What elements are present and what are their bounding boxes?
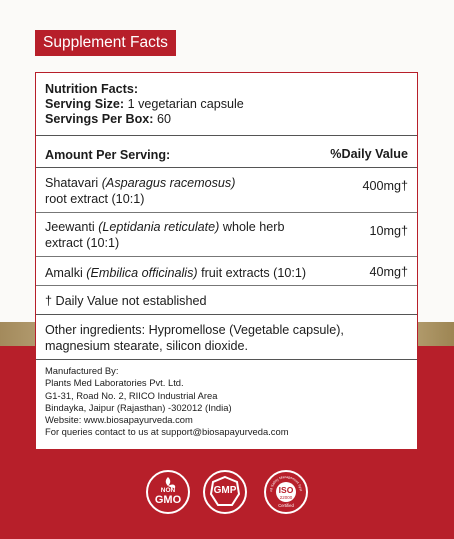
serving-size [45, 96, 408, 112]
non-gmo-top-text: NON [160, 487, 176, 494]
manufacturer-line: Plants Med Laboratories Pvt. Ltd. [45, 377, 184, 389]
ingredient-name: Jeewanti [45, 220, 95, 234]
manufacturer-line: Bindayka, Jaipur (Rajasthan) -302012 (India) [45, 401, 232, 413]
column-header-daily-value: %Daily Value [330, 147, 408, 161]
divider [36, 135, 417, 136]
divider [36, 256, 417, 257]
iso-ring-text: od Safety Management Syst [268, 474, 303, 493]
section-title: Supplement Facts [35, 30, 176, 56]
support-email-line: For queries contact to us at support@biosapayurveda.com [45, 426, 289, 438]
other-ingredients-line: Other ingredients: Hypromellose (Vegetable capsule), [45, 323, 344, 337]
other-ingredients [45, 322, 408, 354]
iso-certified-text: Certified [278, 503, 294, 508]
divider [36, 314, 417, 315]
ingredient-value: 400mg† [362, 179, 408, 193]
nutrition-heading: Nutrition Facts: [45, 82, 139, 96]
manufacturer-line: Manufactured By: [45, 365, 119, 376]
divider [36, 285, 417, 286]
website-line: Website: www.biosapayurveda.com [45, 414, 193, 426]
manufacturer-info [45, 365, 408, 439]
non-gmo-badge [146, 470, 190, 514]
divider [36, 212, 417, 213]
daily-value-footnote: † Daily Value not established [45, 294, 207, 308]
servings-per-box-value: 60 [157, 112, 172, 126]
iso-badge [264, 470, 308, 514]
ingredient-latin: (Leptidania reticulate) [98, 220, 220, 234]
manufacturer-line: G1-31, Road No. 2, RIICO Industrial Area [45, 389, 218, 401]
servings-per-box-label: Servings Per Box: [45, 112, 154, 126]
ingredient-value: 40mg† [369, 265, 408, 279]
ingredient-row [45, 175, 408, 207]
ingredient-row [45, 265, 408, 281]
ingredient-value: 10mg† [369, 224, 408, 238]
supplement-facts-panel [35, 72, 418, 450]
ingredient-suffix: fruit extracts (10:1) [201, 266, 307, 280]
ingredient-line2: root extract (10:1) [45, 192, 145, 206]
iso-text: ISO [278, 485, 294, 495]
gmp-text: GMP [213, 485, 237, 496]
ingredient-name: Amalki [45, 266, 83, 280]
ingredient-row [45, 219, 408, 251]
divider [36, 167, 417, 168]
ingredient-name: Shatavari [45, 176, 99, 190]
serving-size-value: 1 vegetarian capsule [127, 97, 244, 111]
non-gmo-main-text: GMO [154, 494, 182, 506]
ingredient-suffix: whole herb [222, 220, 285, 234]
gmp-badge [203, 470, 247, 514]
ingredient-latin: (Asparagus racemosus) [101, 176, 236, 190]
ingredient-latin: (Embilica officinalis) [86, 266, 198, 280]
serving-size-label: Serving Size: [45, 97, 125, 111]
servings-per-box [45, 111, 408, 127]
ingredient-line2: extract (10:1) [45, 236, 120, 250]
iso-number: 22000 [279, 495, 293, 500]
divider [36, 359, 417, 360]
column-header-amount: Amount Per Serving: [45, 148, 171, 162]
other-ingredients-line: magnesium stearate, silicon dioxide. [45, 339, 249, 353]
